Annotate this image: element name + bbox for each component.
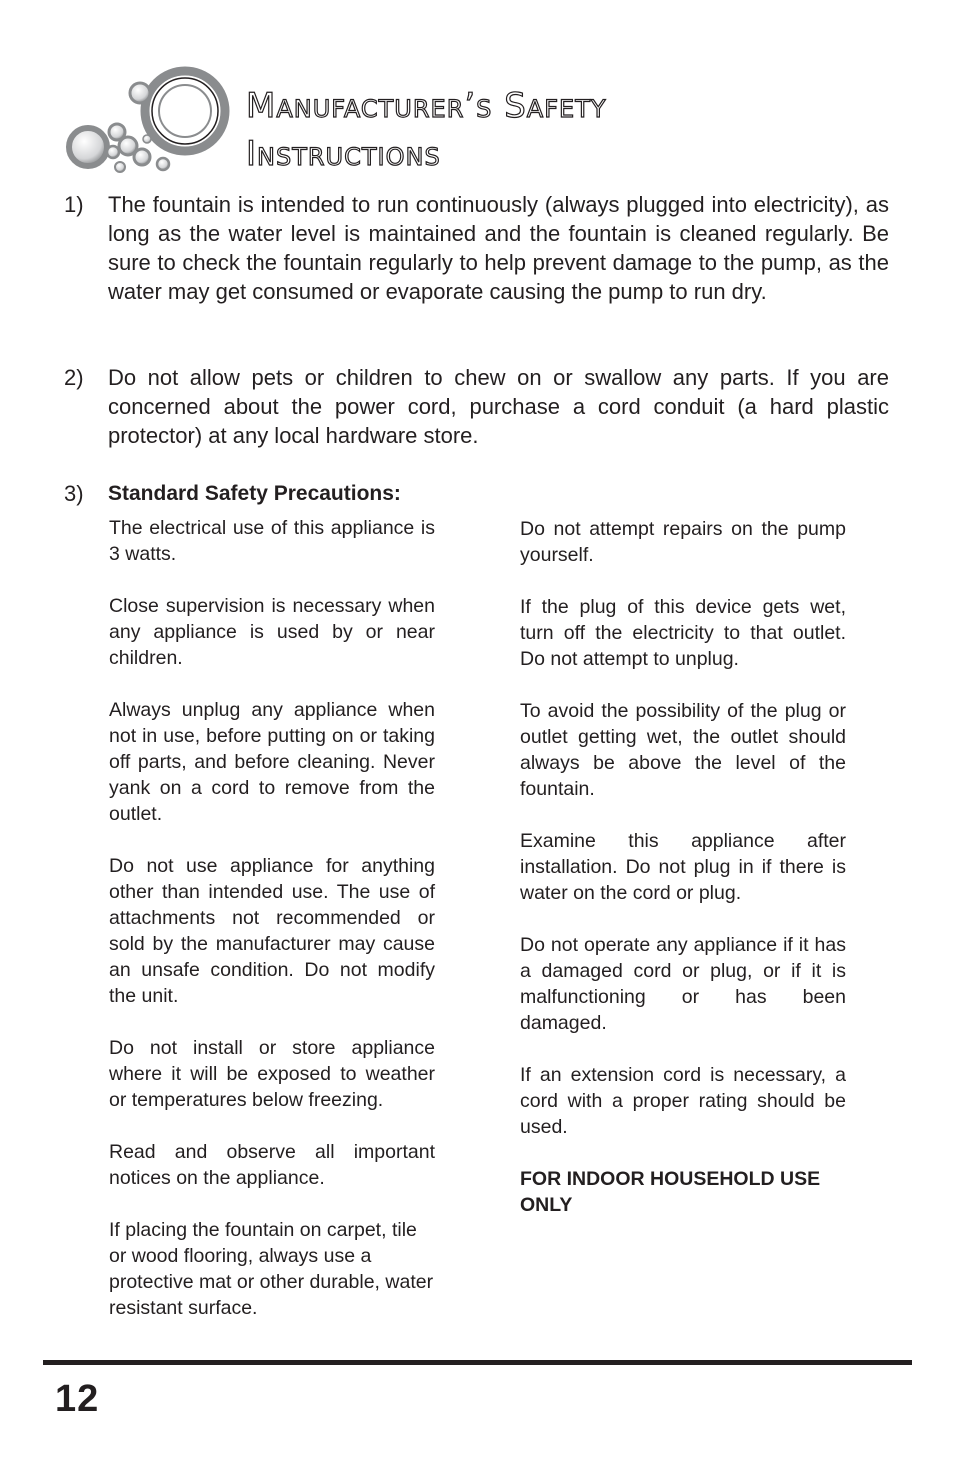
bubbles-logo-icon — [62, 64, 242, 182]
precaution-paragraph: Do not operate any appliance if it has a damaged cord or plug, or if it is malfunctioning or has been damaged. — [520, 934, 846, 1034]
precaution-paragraph: If an extension cord is necessary, a cord with a proper rating should be used. — [520, 1064, 846, 1138]
precaution-paragraph: To avoid the possibility of the plug or outlet getting wet, the outlet should always be above the level of the fountain. — [520, 700, 846, 800]
section-heading: Standard Safety Precautions: — [108, 482, 401, 505]
item-text: Do not allow pets or children to chew on or swallow any parts. If you are concerned about the power cord, purchase a cord conduit (a hard plastic protector) at any local hardware store. — [108, 365, 889, 448]
precaution-paragraph: The electrical use of this appliance is 3 watts. — [109, 517, 435, 565]
instruction-item-1 — [64, 190, 889, 306]
item-number: 3) — [64, 481, 84, 506]
precaution-paragraph: Close supervision is necessary when any appliance is used by or near children. — [109, 595, 435, 669]
page-number: 12 — [55, 1378, 100, 1420]
indoor-use-notice: FOR INDOOR HOUSEHOLD USE ONLY — [520, 1168, 821, 1216]
instruction-item-3 — [64, 479, 889, 508]
precaution-paragraph: Do not attempt repairs on the pump yourself. — [520, 518, 846, 566]
precaution-paragraph: Always unplug any appliance when not in use, before putting on or taking off parts, and before cleaning. Never yank on a cord to remove from the outlet. — [109, 699, 435, 825]
instruction-item-2 — [64, 363, 889, 450]
precaution-paragraph: Examine this appliance after installation. Do not plug in if there is water on the cord or plug. — [520, 830, 846, 904]
precaution-paragraph: Read and observe all important notices on the appliance. — [109, 1141, 435, 1189]
precautions-right-column — [520, 516, 846, 1244]
precaution-paragraph: Do not use appliance for anything other than intended use. The use of attachments not recommended or sold by the manufacturer may cause an unsafe condition. Do not modify the unit. — [109, 855, 435, 1007]
item-text: The fountain is intended to run continuously (always plugged into electricity), as long as the water level is maintained and the fountain is cleaned regularly. Be sure to check the fountain regularly to help prevent damage to the pump, as the water may get consumed or evaporate causing the pump to run dry. — [108, 192, 889, 304]
precautions-left-column — [109, 515, 435, 1347]
page-title — [246, 82, 886, 178]
precaution-paragraph: If placing the fountain on carpet, tile or wood flooring, always use a protective mat or other durable, water resistant surface. — [109, 1219, 434, 1319]
precaution-paragraph: Do not install or store appliance where it will be exposed to weather or temperatures below freezing. — [109, 1037, 435, 1111]
item-number: 1) — [64, 192, 84, 217]
footer-divider — [43, 1360, 912, 1365]
precaution-paragraph: If the plug of this device gets wet, turn off the electricity to that outlet. Do not attempt to unplug. — [520, 596, 846, 670]
page-title-line-1: Manufacturer’s Safety — [246, 86, 607, 126]
item-number: 2) — [64, 365, 84, 390]
page-title-line-2: Instructions — [246, 134, 441, 174]
